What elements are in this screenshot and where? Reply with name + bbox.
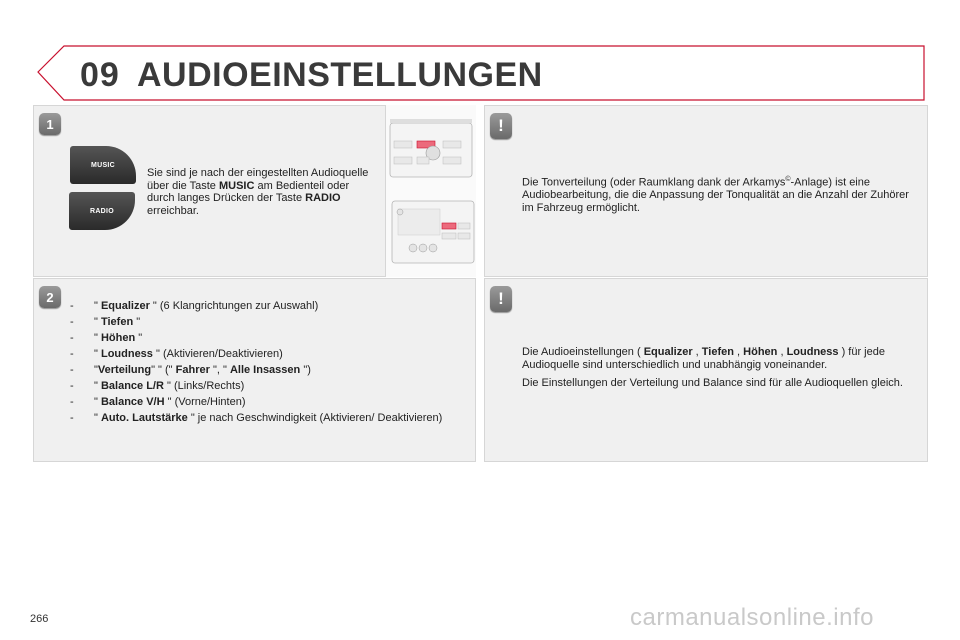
step-badge-2: 2 <box>39 286 61 308</box>
step-badge-1: 1 <box>39 113 61 135</box>
music-button-icon: MUSIC <box>70 146 136 184</box>
list-item: - " Balance V/H " (Vorne/Hinten) <box>70 396 246 408</box>
list-item: - " Auto. Lautstärke " je nach Geschwindigkeit (Aktivieren/ Deaktivieren) <box>70 412 443 424</box>
page-number: 266 <box>30 613 49 625</box>
warning-icon: ! <box>490 286 512 312</box>
list-item: - " Equalizer " (6 Klangrichtungen zur Auswahl) <box>70 300 319 312</box>
settings-options-list <box>70 300 460 428</box>
list-item: - "Verteilung" " (" Fahrer ", " Alle Insassen ") <box>70 364 311 376</box>
page-title: AUDIOEINSTELLUNGEN <box>137 56 543 94</box>
list-item: - " Loudness " (Aktivieren/Deaktivieren) <box>70 348 283 360</box>
settings-note <box>522 346 922 396</box>
access-instructions: Sie sind je nach der eingestellten Audioquelle über die Taste MUSIC am Bedienteil oder durch langes Drücken der Taste RADIO erreichbar. <box>147 167 369 217</box>
radio-button-icon: RADIO <box>69 192 135 230</box>
list-item: - " Höhen " <box>70 332 143 344</box>
watermark: carmanualsonline.info <box>630 604 874 631</box>
warning-icon: ! <box>490 113 512 139</box>
settings-note-paragraph-2: Die Einstellungen der Verteilung und Balance sind für alle Audioquellen gleich. <box>522 377 903 389</box>
list-item: - " Tiefen " <box>70 316 141 328</box>
radio-unit-icon <box>386 105 477 277</box>
settings-note-paragraph-1: Die Audioeinstellungen ( Equalizer , Tiefen , Höhen , Loudness ) für jede Audioquelle sind unterschiedlich und unabhängig voneinander. <box>522 346 885 371</box>
list-item: - " Balance L/R " (Links/Rechts) <box>70 380 245 392</box>
distribution-note: Die Tonverteilung (oder Raumklang dank der Arkamys©-Anlage) ist eine Audiobearbeitung, die die Anpassung der Tonqualität an die Anzahl der Zuhörer im Fahrzeug ermöglicht. <box>522 176 909 214</box>
device-illustration <box>385 105 476 277</box>
chapter-number: 09 <box>80 56 120 94</box>
